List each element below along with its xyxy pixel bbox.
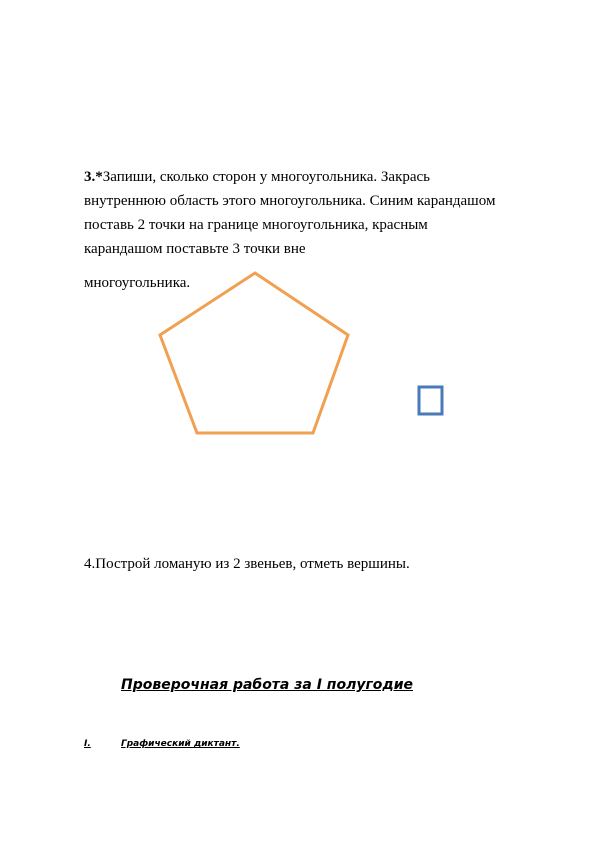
task3-line-2: внутреннюю область этого многоугольника. Синим карандашом (84, 193, 496, 209)
section-heading: Проверочная работа за I полугодие (121, 677, 413, 693)
dictation-label: Графический диктант. (121, 739, 240, 749)
pentagon-shape (160, 273, 348, 433)
task3-last-line: многоугольника. (84, 275, 191, 291)
task4-text: 4.Построй ломаную из 2 звеньев, отметь вершины. (84, 556, 410, 572)
task3-text (84, 165, 495, 261)
task3-line-3: поставь 2 точки на границе многоугольника, красным (84, 217, 428, 233)
task3-line-1: 3.*Запиши, сколько сторон у многоугольника. Закрась (84, 169, 431, 185)
task3-number: 3.* (84, 169, 103, 185)
task3-line-4: карандашом поставьте 3 точки вне (84, 241, 306, 257)
dictation-number: I. (84, 739, 91, 749)
answer-box[interactable] (419, 387, 442, 414)
